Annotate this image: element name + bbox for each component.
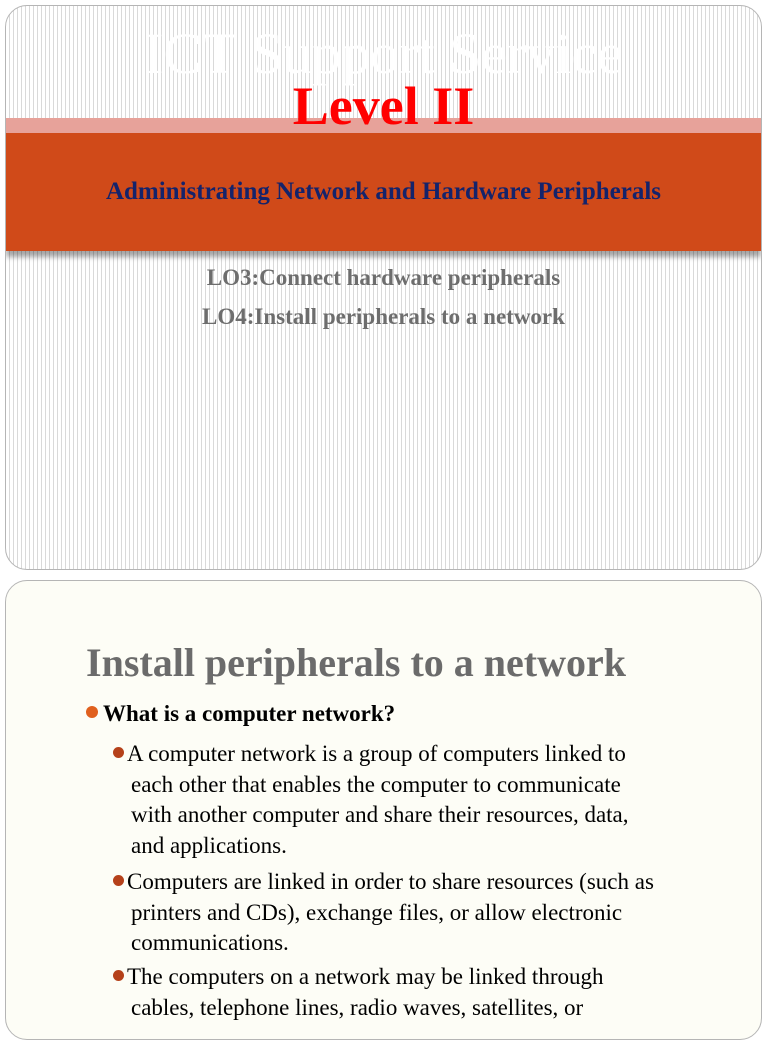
slide-heading: ICT Support Service bbox=[144, 21, 623, 86]
bullet-item bbox=[86, 701, 395, 727]
learning-outcome-4: LO4:Install peripherals to a network bbox=[202, 304, 565, 329]
bullet-icon bbox=[86, 706, 98, 718]
module-title: Administrating Network and Hardware Peripherals bbox=[105, 178, 662, 205]
title-band bbox=[6, 133, 761, 251]
sub-bullet-line: A computer network is a group of computers linked to bbox=[127, 741, 626, 766]
sub-bullet-3 bbox=[113, 962, 733, 1023]
title-slide bbox=[5, 5, 762, 570]
sub-bullet-line: The computers on a network may be linked through bbox=[127, 964, 604, 989]
sub-bullet-line: printers and CDs), exchange files, or allow electronic bbox=[131, 899, 623, 925]
sub-bullet-line: communications. bbox=[131, 930, 289, 955]
sub-bullet-line: each other that enables the computer to communicate bbox=[131, 771, 621, 797]
sub-bullet-2 bbox=[113, 867, 733, 959]
sub-bullet-line: Computers are linked in order to share resources (such as bbox=[127, 869, 654, 894]
sub-bullet-line: cables, telephone lines, radio waves, satellites, or bbox=[131, 994, 584, 1020]
learning-outcome-3: LO3:Connect hardware peripherals bbox=[206, 265, 561, 290]
sub-bullet-1 bbox=[113, 739, 733, 861]
bullet-text: What is a computer network? bbox=[103, 701, 396, 726]
content-slide bbox=[5, 580, 762, 1040]
sub-bullet-line: and applications. bbox=[131, 832, 287, 858]
level-label: Level II bbox=[292, 76, 475, 136]
sub-bullet-icon bbox=[113, 970, 124, 981]
slide-title: Install peripherals to a network bbox=[86, 640, 626, 685]
sub-bullet-icon bbox=[113, 747, 124, 758]
sub-bullet-line: with another computer and share their resources, data, bbox=[131, 802, 629, 827]
sub-bullet-icon bbox=[113, 875, 124, 886]
